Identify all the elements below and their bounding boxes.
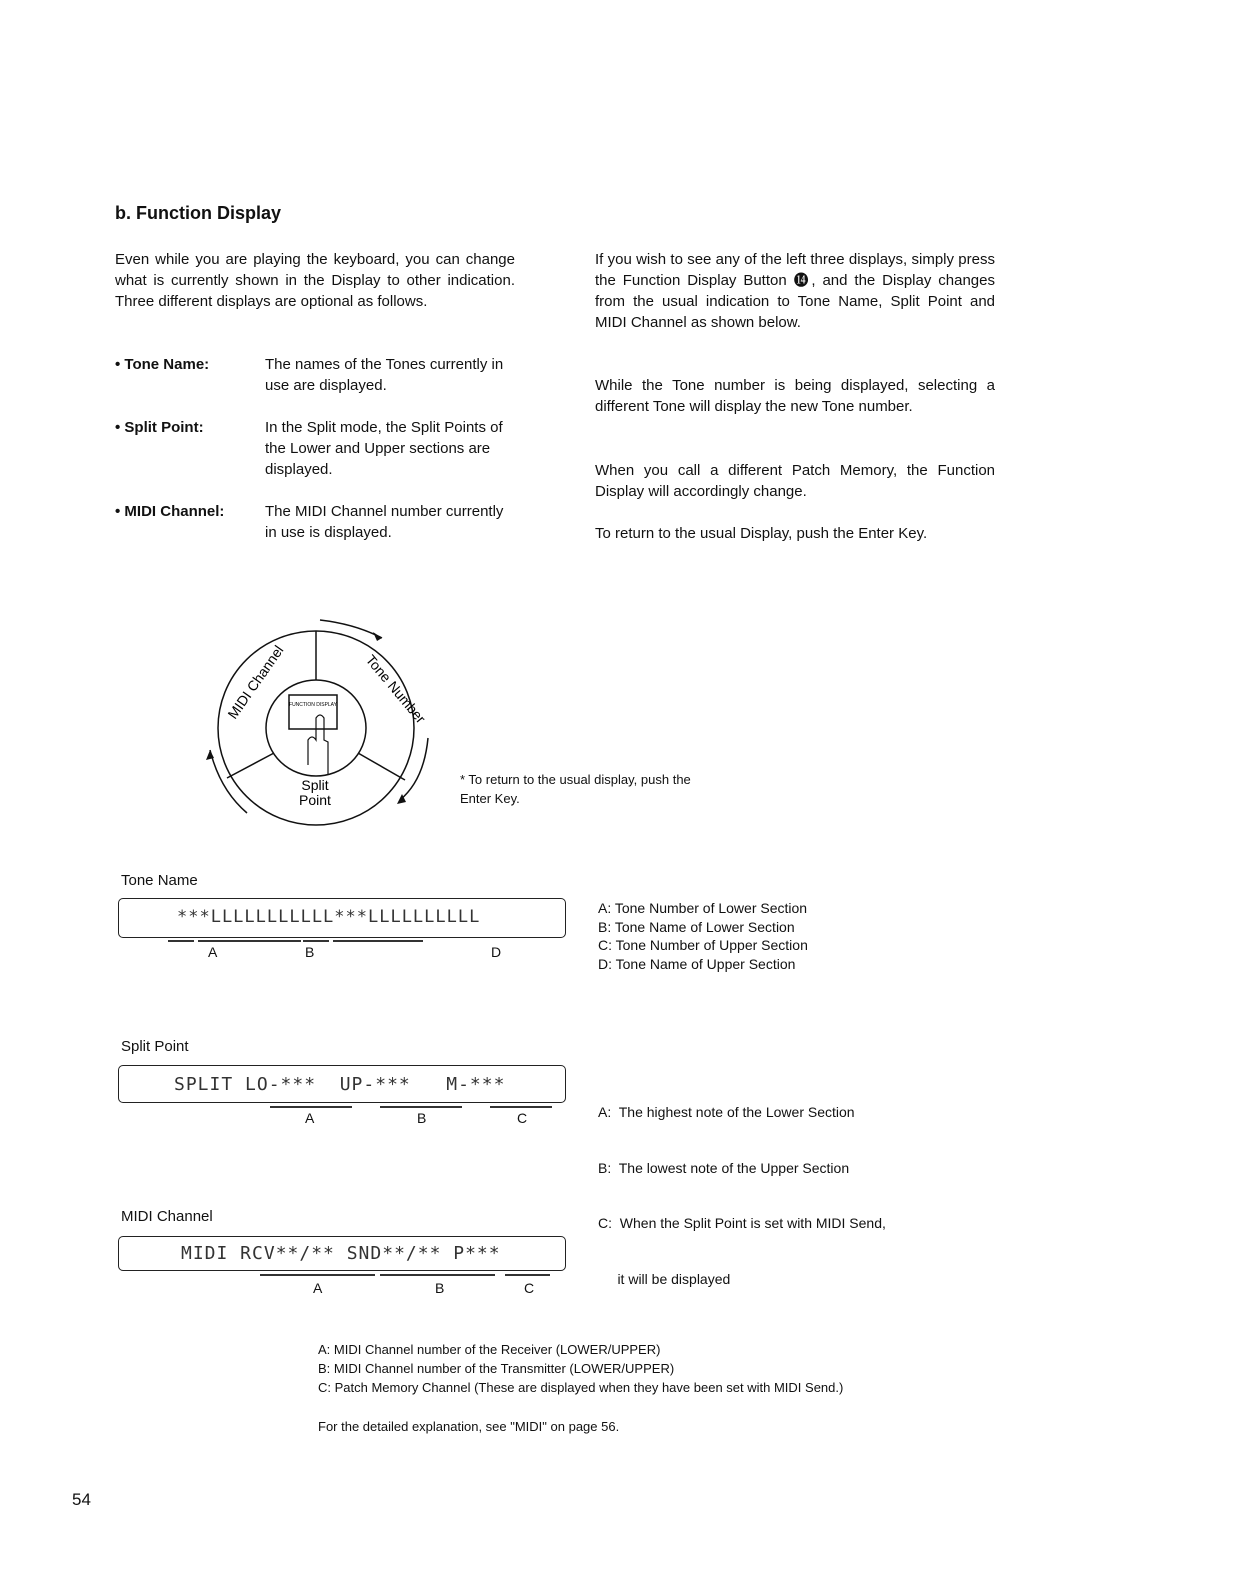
- right-paragraph: While the Tone number is being displayed, selecting a different Tone will display the new Tone number.: [595, 377, 995, 415]
- legend-item: A: Tone Number of Lower Section: [598, 900, 808, 916]
- underline-a: [260, 1274, 375, 1276]
- split-point-legend: [598, 1066, 886, 1325]
- pointing-hand-icon: [308, 715, 328, 775]
- intro-paragraph: Even while you are playing the keyboard, you can change what is currently shown in the Display to other indication. Three different displays are optional as follows.: [115, 251, 515, 310]
- split-point-title: Split Point: [121, 1038, 189, 1055]
- bullet-midi-channel: [115, 501, 517, 551]
- legend-item: C: Tone Number of Upper Section: [598, 937, 808, 953]
- underline-b: [380, 1106, 462, 1108]
- function-display-button-icon: [289, 695, 337, 729]
- label-a: A: [305, 1110, 315, 1126]
- label-a: A: [208, 944, 218, 960]
- button-label: FUNCTION DISPLAY: [289, 702, 337, 708]
- segment-split: Split: [301, 777, 329, 793]
- split-point-lcd: SPLIT LO-*** UP-*** M-***: [118, 1065, 566, 1103]
- tone-name-legend: [598, 899, 808, 973]
- bullet-desc: In the Split mode, the Split Points of the Lower and Upper sections are displayed.: [265, 419, 503, 478]
- midi-channel-lcd: MIDI RCV**/** SND**/** P***: [118, 1236, 566, 1271]
- legend-item: A: The highest note of the Lower Section: [598, 1104, 855, 1120]
- underline-b: [380, 1274, 495, 1276]
- midi-notes: [318, 1340, 843, 1397]
- legend-item: D: Tone Name of Upper Section: [598, 955, 796, 972]
- segment-point: Point: [299, 792, 331, 808]
- midi-channel-title: MIDI Channel: [121, 1208, 213, 1225]
- label-c: C: [517, 1110, 528, 1126]
- legend-item: B: Tone Name of Lower Section: [598, 918, 795, 935]
- underline-b: [198, 940, 301, 942]
- underline-c: [303, 940, 329, 942]
- bullet-tone-name: [115, 354, 517, 404]
- bullet-split-point: [115, 417, 517, 487]
- function-cycle-diagram: [190, 610, 450, 840]
- bullet-desc: The MIDI Channel number currently in use is displayed.: [265, 503, 504, 541]
- underline-d: [333, 940, 423, 942]
- right-paragraph: To return to the usual Display, push the Enter Key.: [595, 525, 928, 542]
- note-item: B: MIDI Channel number of the Transmitter (LOWER/UPPER): [318, 1361, 675, 1376]
- underline-c: [505, 1274, 550, 1276]
- right-paragraph: When you call a different Patch Memory, the Function Display will accordingly change.: [595, 462, 995, 500]
- label-b: B: [435, 1280, 445, 1296]
- label-c: C: [524, 1280, 535, 1296]
- bullet-desc: The names of the Tones currently in use are displayed.: [265, 356, 504, 394]
- segment-tone-number: Tone Number: [362, 651, 429, 727]
- bullet-label: • Split Point:: [115, 419, 204, 436]
- section-heading: b. Function Display: [115, 203, 282, 223]
- label-b: B: [305, 944, 315, 960]
- legend-item: C: When the Split Point is set with MIDI Send,: [598, 1215, 886, 1231]
- legend-item: it will be displayed: [598, 1270, 731, 1287]
- see-also-note: For the detailed explanation, see "MIDI" on page 56.: [318, 1419, 620, 1434]
- tone-name-title: Tone Name: [121, 872, 198, 889]
- page-number: 54: [72, 1490, 91, 1509]
- diagram-note: * To return to the usual display, push the Enter Key.: [460, 772, 691, 806]
- underline-c: [490, 1106, 552, 1108]
- label-b: B: [417, 1110, 427, 1126]
- label-d: D: [491, 944, 502, 960]
- note-item: C: Patch Memory Channel (These are displayed when they have been set with MIDI Send.): [318, 1380, 844, 1395]
- underline-a: [270, 1106, 352, 1108]
- tone-name-lcd: ***LLLLLLLLLLL***LLLLLLLLLL: [118, 898, 566, 938]
- legend-item: B: The lowest note of the Upper Section: [598, 1159, 850, 1176]
- bullet-label: • MIDI Channel:: [115, 503, 225, 520]
- note-item: A: MIDI Channel number of the Receiver (LOWER/UPPER): [318, 1342, 661, 1357]
- bullet-label: • Tone Name:: [115, 356, 210, 373]
- arrow-icon: [320, 620, 382, 638]
- label-a: A: [313, 1280, 323, 1296]
- segment-midi-channel: MIDI Channel: [224, 642, 287, 722]
- underline-a: [168, 940, 194, 942]
- right-paragraph: If you wish to see any of the left three displays, simply press the Function Display Button ⓮, and the Display changes from the usual indication to Tone Name, Split Point and MIDI Channel as shown below.: [595, 251, 995, 331]
